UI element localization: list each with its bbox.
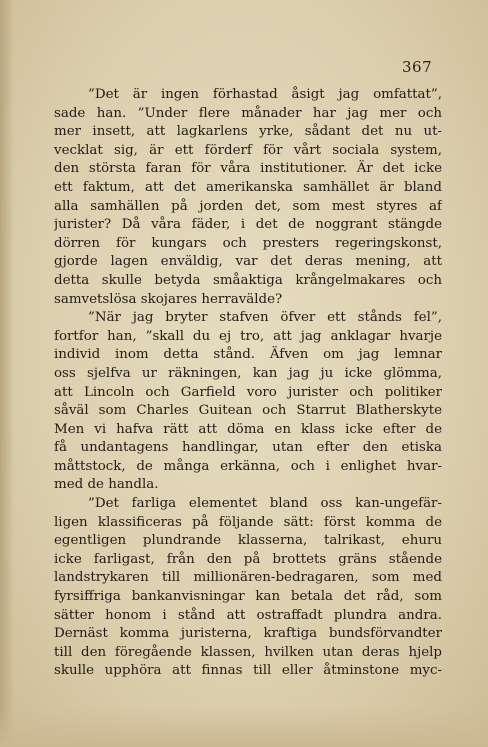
text-line: ett faktum, att det amerikanska samhället är bland	[54, 179, 442, 195]
text-line: skulle upphöra att finnas till eller åtminstone myc-	[54, 663, 442, 679]
text-line: ligen klassificeras på följande sätt: först komma de	[54, 514, 442, 530]
text-line: samvetslösa skojares herravälde?	[54, 291, 283, 307]
text-line: att Lincoln och Garfield voro jurister och politiker	[54, 384, 442, 400]
page-shadow-bottom	[0, 707, 488, 747]
text-line: gjorde lagen enväldig, var det deras mening, att	[54, 254, 442, 270]
text-line: ”När jag bryter stafven öfver ett stånds fel”,	[88, 310, 442, 326]
text-line: fortfor han, ”skall du ej tro, att jag anklagar hvarje	[54, 328, 442, 344]
text-line: måttstock, de många erkänna, och i enlighet hvar-	[54, 458, 442, 474]
text-line: få undantagens handlingar, utan efter den etiska	[54, 440, 442, 456]
text-line: Dernäst komma juristerna, kraftiga bundsförvandter	[54, 626, 442, 642]
text-line: oss sjelfva ur räkningen, kan jag ju icke glömma,	[54, 365, 442, 381]
text-line: dörren för kungars och presters regeringskonst,	[54, 235, 442, 251]
text-line: den största faran för våra institutioner. Är det icke	[54, 161, 442, 177]
text-line: detta skulle betyda småaktiga krångelmakares och	[54, 272, 442, 288]
text-line: vecklat sig, är ett förderf för vårt sociala system,	[54, 142, 442, 158]
body-text	[54, 86, 442, 681]
page-number: 367	[402, 58, 433, 76]
text-line: sade han. ”Under flere månader har jag mer och	[54, 105, 442, 121]
text-line: Men vi hafva rätt att döma en klass icke efter de	[54, 421, 442, 437]
text-line: alla samhällen på jorden det, som mest styres af	[54, 198, 442, 214]
text-line: individ inom detta stånd. Äfven om jag lemnar	[54, 347, 442, 363]
text-line: till den föregående klassen, hvilken utan deras hjelp	[54, 644, 442, 660]
text-line: landstrykaren till millionären-bedragaren, som med	[54, 570, 442, 586]
text-line: icke farligast, från den på brottets gräns stående	[54, 551, 442, 567]
text-line: egentligen plundrande klasserna, talrikast, ehuru	[54, 533, 442, 549]
text-line: såväl som Charles Guitean och Starrut Blatherskyte	[54, 403, 442, 419]
text-line: ”Det farliga elementet bland oss kan-ungefär-	[88, 496, 442, 512]
text-line: mer insett, att lagkarlens yrke, sådant det nu ut-	[54, 124, 442, 140]
text-line: ”Det är ingen förhastad åsigt jag omfattat”,	[88, 87, 442, 102]
text-line: med de handla.	[54, 477, 159, 493]
page-shadow-left	[0, 0, 14, 747]
text-line: jurister? Då våra fäder, i det de noggrant stängde	[54, 217, 442, 233]
text-line: sätter honom i stånd att ostraffadt plundra andra.	[54, 607, 442, 623]
text-line: fyrsiffriga bankanvisningar kan betala det råd, som	[54, 589, 442, 605]
